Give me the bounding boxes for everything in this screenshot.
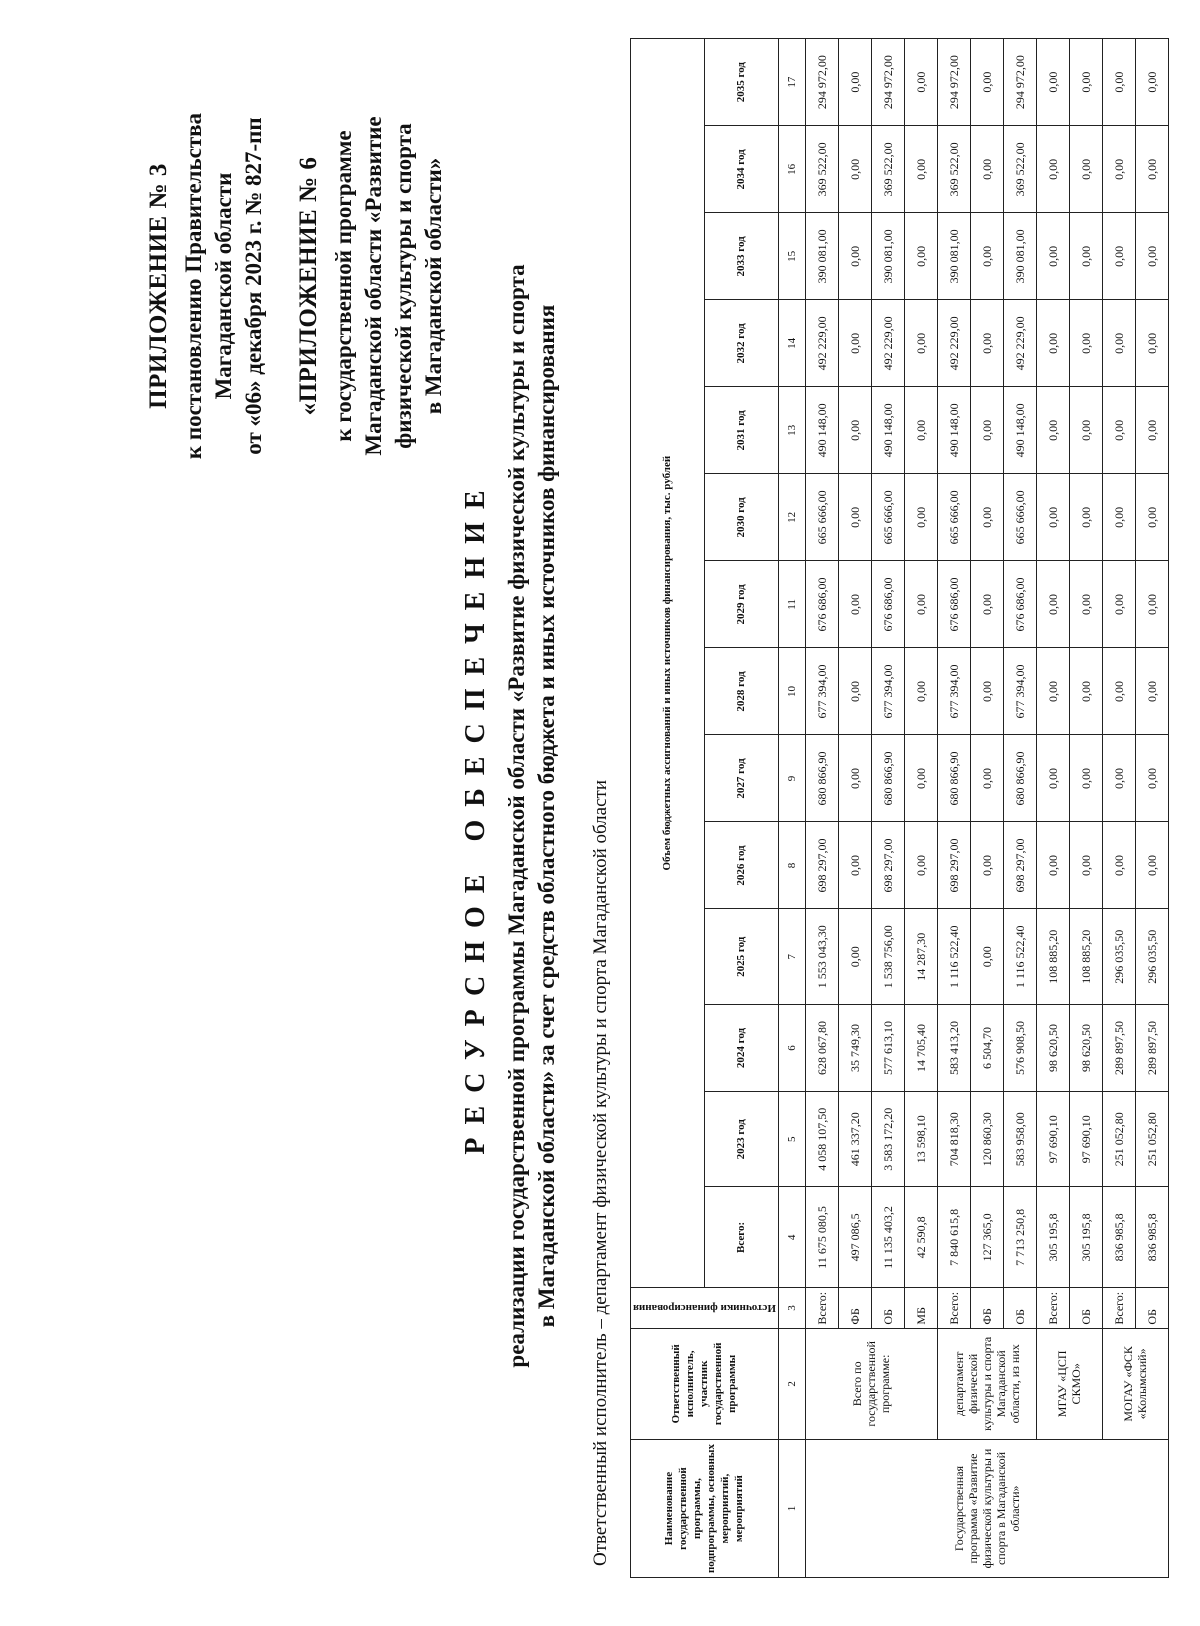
year-header: 2035 год bbox=[704, 39, 778, 126]
column-number: 10 bbox=[778, 648, 805, 735]
value-cell: 1 116 522,40 bbox=[937, 909, 970, 1005]
source-cell: МБ bbox=[904, 1288, 937, 1328]
value-cell: 35 749,30 bbox=[838, 1004, 871, 1091]
year-header: 2030 год bbox=[704, 474, 778, 561]
value-cell: 0,00 bbox=[1069, 735, 1102, 822]
value-cell: 14 705,40 bbox=[904, 1004, 937, 1091]
value-cell: 0,00 bbox=[904, 735, 937, 822]
appendix-header bbox=[145, 46, 449, 526]
column-number: 1 bbox=[778, 1440, 805, 1578]
value-cell: 680 866,90 bbox=[937, 735, 970, 822]
value-cell: 0,00 bbox=[1135, 126, 1168, 213]
value-cell: 0,00 bbox=[1102, 39, 1135, 126]
value-cell: 289 897,50 bbox=[1102, 1004, 1135, 1091]
value-cell: 0,00 bbox=[1102, 561, 1135, 648]
year-header: 2028 год bbox=[704, 648, 778, 735]
value-cell: 676 686,00 bbox=[805, 561, 838, 648]
value-cell: 0,00 bbox=[904, 126, 937, 213]
table-row bbox=[1102, 39, 1135, 1578]
value-cell: 1 538 756,00 bbox=[871, 909, 904, 1005]
value-cell: 0,00 bbox=[1036, 822, 1069, 909]
value-cell: 42 590,8 bbox=[904, 1187, 937, 1288]
value-cell: 0,00 bbox=[1135, 213, 1168, 300]
value-cell: 120 860,30 bbox=[970, 1092, 1003, 1188]
appendix-line-5: Магаданской области «Развитие bbox=[361, 116, 386, 456]
title-sub-2: в Магаданской области» за счет средств областного бюджета и иных источников финансирования bbox=[534, 304, 559, 1328]
source-cell: Всего: bbox=[937, 1288, 970, 1328]
source-cell: Всего: bbox=[1102, 1288, 1135, 1328]
appendix-number: ПРИЛОЖЕНИЕ № 3 bbox=[145, 163, 172, 409]
header-source bbox=[631, 1288, 779, 1328]
value-cell: 676 686,00 bbox=[871, 561, 904, 648]
value-cell: 0,00 bbox=[838, 300, 871, 387]
value-cell: 0,00 bbox=[1036, 474, 1069, 561]
executor-cell: департамент физической культуры и спорта Магаданской области, из них bbox=[937, 1328, 1036, 1439]
value-cell: 0,00 bbox=[1036, 39, 1069, 126]
value-cell: 0,00 bbox=[1036, 213, 1069, 300]
value-cell: 369 522,00 bbox=[871, 126, 904, 213]
value-cell: 0,00 bbox=[1135, 474, 1168, 561]
value-cell: 492 229,00 bbox=[805, 300, 838, 387]
year-header: 2027 год bbox=[704, 735, 778, 822]
executor-cell: МОГАУ «ФСК «Колымский» bbox=[1102, 1328, 1168, 1439]
value-cell: 0,00 bbox=[838, 909, 871, 1005]
value-cell: 3 583 172,20 bbox=[871, 1092, 904, 1188]
table-row bbox=[937, 39, 970, 1578]
value-cell: 0,00 bbox=[970, 822, 1003, 909]
value-cell: 0,00 bbox=[970, 39, 1003, 126]
source-cell: ОБ bbox=[1069, 1288, 1102, 1328]
value-cell: 1 553 043,30 bbox=[805, 909, 838, 1005]
value-cell: 0,00 bbox=[970, 909, 1003, 1005]
value-cell: 98 620,50 bbox=[1069, 1004, 1102, 1091]
value-cell: 676 686,00 bbox=[937, 561, 970, 648]
column-number: 4 bbox=[778, 1187, 805, 1288]
value-cell: 7 840 615,8 bbox=[937, 1187, 970, 1288]
value-cell: 677 394,00 bbox=[805, 648, 838, 735]
value-cell: 490 148,00 bbox=[1003, 387, 1036, 474]
value-cell: 0,00 bbox=[904, 474, 937, 561]
value-cell: 13 598,10 bbox=[904, 1092, 937, 1188]
value-cell: 369 522,00 bbox=[805, 126, 838, 213]
value-cell: 0,00 bbox=[1069, 39, 1102, 126]
header-budget-group: Объем бюджетных ассигнований и иных источников финансирования, тыс. рублей bbox=[631, 39, 705, 1288]
value-cell: 680 866,90 bbox=[805, 735, 838, 822]
source-cell: ОБ bbox=[1135, 1288, 1168, 1328]
value-cell: 677 394,00 bbox=[1003, 648, 1036, 735]
column-number: 8 bbox=[778, 822, 805, 909]
source-cell: ФБ bbox=[838, 1288, 871, 1328]
appendix-date-line: от «06» декабря 2023 г. № 827-пп bbox=[241, 117, 266, 455]
table-row bbox=[1036, 39, 1069, 1578]
value-cell: 676 686,00 bbox=[1003, 561, 1036, 648]
value-cell: 0,00 bbox=[1069, 474, 1102, 561]
value-cell: 0,00 bbox=[1102, 474, 1135, 561]
value-cell: 583 413,20 bbox=[937, 1004, 970, 1091]
value-cell: 289 897,50 bbox=[1135, 1004, 1168, 1091]
appendix-line-1: к постановлению Правительства bbox=[181, 112, 206, 460]
column-number: 12 bbox=[778, 474, 805, 561]
value-cell: 0,00 bbox=[904, 300, 937, 387]
value-cell: 0,00 bbox=[838, 474, 871, 561]
value-cell: 0,00 bbox=[1069, 126, 1102, 213]
value-cell: 0,00 bbox=[904, 213, 937, 300]
value-cell: 0,00 bbox=[838, 387, 871, 474]
appendix-line-7: в Магаданской области» bbox=[421, 157, 446, 415]
column-number: 16 bbox=[778, 126, 805, 213]
value-cell: 0,00 bbox=[970, 300, 1003, 387]
value-cell: 698 297,00 bbox=[937, 822, 970, 909]
value-cell: 11 675 080,5 bbox=[805, 1187, 838, 1288]
value-cell: 698 297,00 bbox=[1003, 822, 1036, 909]
year-header: 2034 год bbox=[704, 126, 778, 213]
value-cell: 127 365,0 bbox=[970, 1187, 1003, 1288]
value-cell: 0,00 bbox=[970, 213, 1003, 300]
value-cell: 583 958,00 bbox=[1003, 1092, 1036, 1188]
value-cell: 492 229,00 bbox=[871, 300, 904, 387]
column-number: 14 bbox=[778, 300, 805, 387]
value-cell: 6 504,70 bbox=[970, 1004, 1003, 1091]
value-cell: 0,00 bbox=[838, 735, 871, 822]
value-cell: 492 229,00 bbox=[937, 300, 970, 387]
value-cell: 490 148,00 bbox=[871, 387, 904, 474]
title-main: РЕСУРСНОЕ ОБЕСПЕЧЕНИЕ bbox=[460, 477, 491, 1155]
value-cell: 0,00 bbox=[1135, 822, 1168, 909]
year-header: 2026 год bbox=[704, 822, 778, 909]
value-cell: 0,00 bbox=[838, 561, 871, 648]
value-cell: 369 522,00 bbox=[937, 126, 970, 213]
value-cell: 4 058 107,50 bbox=[805, 1092, 838, 1188]
value-cell: 0,00 bbox=[1102, 648, 1135, 735]
column-number: 7 bbox=[778, 909, 805, 1005]
value-cell: 294 972,00 bbox=[871, 39, 904, 126]
value-cell: 492 229,00 bbox=[1003, 300, 1036, 387]
table-body bbox=[805, 39, 1168, 1578]
column-number: 3 bbox=[778, 1288, 805, 1328]
value-cell: 0,00 bbox=[838, 126, 871, 213]
value-cell: 0,00 bbox=[1102, 213, 1135, 300]
value-cell: 461 337,20 bbox=[838, 1092, 871, 1188]
year-header: 2033 год bbox=[704, 213, 778, 300]
value-cell: 0,00 bbox=[970, 561, 1003, 648]
value-cell: 836 985,8 bbox=[1102, 1187, 1135, 1288]
value-cell: 0,00 bbox=[1069, 213, 1102, 300]
value-cell: 0,00 bbox=[1069, 822, 1102, 909]
header-program-name: Наименование государственной программы, подпрограммы, основных мероприятий, мероприятий bbox=[631, 1440, 779, 1578]
resource-table bbox=[630, 38, 1169, 1578]
value-cell: 0,00 bbox=[970, 648, 1003, 735]
value-cell: 0,00 bbox=[1102, 126, 1135, 213]
value-cell: 0,00 bbox=[1036, 561, 1069, 648]
appendix-line-4: к государственной программе bbox=[331, 130, 356, 442]
value-cell: 628 067,80 bbox=[805, 1004, 838, 1091]
value-cell: 0,00 bbox=[838, 648, 871, 735]
value-cell: 497 086,5 bbox=[838, 1187, 871, 1288]
source-cell: Всего: bbox=[805, 1288, 838, 1328]
value-cell: 0,00 bbox=[1135, 39, 1168, 126]
value-cell: 0,00 bbox=[1135, 735, 1168, 822]
column-number: 15 bbox=[778, 213, 805, 300]
value-cell: 97 690,10 bbox=[1069, 1092, 1102, 1188]
value-cell: 0,00 bbox=[1069, 387, 1102, 474]
source-cell: ОБ bbox=[1003, 1288, 1036, 1328]
value-cell: 390 081,00 bbox=[1003, 213, 1036, 300]
appendix-line-2: Магаданской области bbox=[211, 172, 236, 400]
value-cell: 680 866,90 bbox=[1003, 735, 1036, 822]
value-cell: 251 052,80 bbox=[1135, 1092, 1168, 1188]
value-cell: 0,00 bbox=[904, 39, 937, 126]
value-cell: 680 866,90 bbox=[871, 735, 904, 822]
value-cell: 0,00 bbox=[838, 39, 871, 126]
executor-cell: Всего по государственной программе: bbox=[805, 1328, 937, 1439]
value-cell: 490 148,00 bbox=[805, 387, 838, 474]
value-cell: 0,00 bbox=[904, 561, 937, 648]
year-header: 2031 год bbox=[704, 387, 778, 474]
header-source-label: Источники финансирования bbox=[633, 1301, 776, 1314]
column-number: 6 bbox=[778, 1004, 805, 1091]
value-cell: 390 081,00 bbox=[805, 213, 838, 300]
value-cell: 294 972,00 bbox=[1003, 39, 1036, 126]
value-cell: 369 522,00 bbox=[1003, 126, 1036, 213]
year-header: 2024 год bbox=[704, 1004, 778, 1091]
header-executor: Ответственный исполнитель, участник государственной программы bbox=[631, 1328, 779, 1439]
year-header: 2029 год bbox=[704, 561, 778, 648]
appendix-line-6: физической культуры и спорта bbox=[391, 123, 416, 449]
value-cell: 0,00 bbox=[838, 213, 871, 300]
value-cell: 0,00 bbox=[1036, 126, 1069, 213]
value-cell: 836 985,8 bbox=[1135, 1187, 1168, 1288]
year-header: Всего: bbox=[704, 1187, 778, 1288]
value-cell: 0,00 bbox=[970, 474, 1003, 561]
value-cell: 0,00 bbox=[1069, 300, 1102, 387]
value-cell: 577 613,10 bbox=[871, 1004, 904, 1091]
value-cell: 576 908,50 bbox=[1003, 1004, 1036, 1091]
value-cell: 704 818,30 bbox=[937, 1092, 970, 1188]
value-cell: 0,00 bbox=[1135, 300, 1168, 387]
title-sub-1: реализации государственной программы Магаданской области «Развитие физической культуры и спорта bbox=[504, 264, 529, 1368]
value-cell: 296 035,50 bbox=[1102, 909, 1135, 1005]
value-cell: 0,00 bbox=[904, 822, 937, 909]
value-cell: 0,00 bbox=[970, 126, 1003, 213]
value-cell: 305 195,8 bbox=[1036, 1187, 1069, 1288]
value-cell: 0,00 bbox=[1135, 387, 1168, 474]
value-cell: 0,00 bbox=[1036, 648, 1069, 735]
value-cell: 0,00 bbox=[1102, 735, 1135, 822]
source-cell: Всего: bbox=[1036, 1288, 1069, 1328]
value-cell: 11 135 403,2 bbox=[871, 1187, 904, 1288]
value-cell: 305 195,8 bbox=[1069, 1187, 1102, 1288]
value-cell: 0,00 bbox=[904, 648, 937, 735]
program-name-cell: Государственная программа «Развитие физической культуры и спорта в Магаданской области» bbox=[805, 1440, 1168, 1578]
table-row bbox=[805, 39, 838, 1578]
value-cell: 0,00 bbox=[904, 387, 937, 474]
value-cell: 0,00 bbox=[1102, 387, 1135, 474]
value-cell: 1 116 522,40 bbox=[1003, 909, 1036, 1005]
year-header: 2023 год bbox=[704, 1092, 778, 1188]
value-cell: 665 666,00 bbox=[805, 474, 838, 561]
value-cell: 0,00 bbox=[1036, 735, 1069, 822]
executor-cell: МГАУ «ЦСП СКМО» bbox=[1036, 1328, 1102, 1439]
value-cell: 0,00 bbox=[1102, 300, 1135, 387]
appendix-number-2: «ПРИЛОЖЕНИЕ № 6 bbox=[295, 156, 322, 416]
value-cell: 665 666,00 bbox=[1003, 474, 1036, 561]
value-cell: 0,00 bbox=[970, 387, 1003, 474]
value-cell: 390 081,00 bbox=[871, 213, 904, 300]
value-cell: 108 885,20 bbox=[1069, 909, 1102, 1005]
column-number: 13 bbox=[778, 387, 805, 474]
value-cell: 665 666,00 bbox=[937, 474, 970, 561]
value-cell: 294 972,00 bbox=[805, 39, 838, 126]
column-number: 5 bbox=[778, 1092, 805, 1188]
value-cell: 665 666,00 bbox=[871, 474, 904, 561]
source-cell: ФБ bbox=[970, 1288, 1003, 1328]
value-cell: 0,00 bbox=[1102, 822, 1135, 909]
responsible-executor: Ответственный исполнитель – департамент физической культуры и спорта Магаданской области bbox=[590, 779, 611, 1566]
value-cell: 677 394,00 bbox=[937, 648, 970, 735]
value-cell: 7 713 250,8 bbox=[1003, 1187, 1036, 1288]
value-cell: 97 690,10 bbox=[1036, 1092, 1069, 1188]
year-header: 2025 год bbox=[704, 909, 778, 1005]
value-cell: 0,00 bbox=[1069, 648, 1102, 735]
value-cell: 0,00 bbox=[970, 735, 1003, 822]
value-cell: 294 972,00 bbox=[937, 39, 970, 126]
value-cell: 108 885,20 bbox=[1036, 909, 1069, 1005]
column-number: 2 bbox=[778, 1328, 805, 1439]
value-cell: 490 148,00 bbox=[937, 387, 970, 474]
value-cell: 698 297,00 bbox=[805, 822, 838, 909]
column-number-row bbox=[778, 39, 805, 1578]
year-header: 2032 год bbox=[704, 300, 778, 387]
value-cell: 0,00 bbox=[1135, 648, 1168, 735]
column-number: 9 bbox=[778, 735, 805, 822]
value-cell: 296 035,50 bbox=[1135, 909, 1168, 1005]
column-number: 11 bbox=[778, 561, 805, 648]
value-cell: 0,00 bbox=[1036, 300, 1069, 387]
value-cell: 698 297,00 bbox=[871, 822, 904, 909]
value-cell: 677 394,00 bbox=[871, 648, 904, 735]
document-title bbox=[460, 126, 562, 1506]
value-cell: 0,00 bbox=[838, 822, 871, 909]
value-cell: 0,00 bbox=[1036, 387, 1069, 474]
value-cell: 390 081,00 bbox=[937, 213, 970, 300]
column-number: 17 bbox=[778, 39, 805, 126]
value-cell: 98 620,50 bbox=[1036, 1004, 1069, 1091]
value-cell: 251 052,80 bbox=[1102, 1092, 1135, 1188]
value-cell: 0,00 bbox=[1069, 561, 1102, 648]
value-cell: 0,00 bbox=[1135, 561, 1168, 648]
source-cell: ОБ bbox=[871, 1288, 904, 1328]
value-cell: 14 287,30 bbox=[904, 909, 937, 1005]
